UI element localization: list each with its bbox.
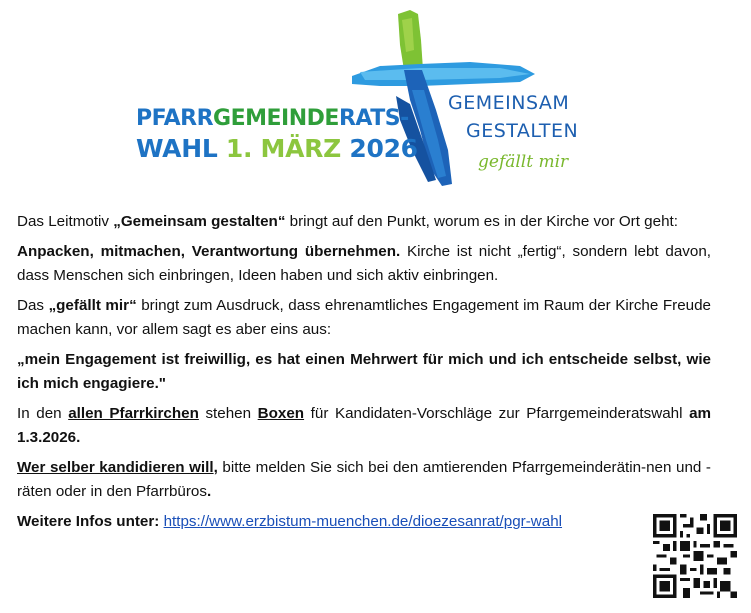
bold-date: am 1.3.2026. <box>17 405 712 446</box>
logo <box>0 0 751 200</box>
bold-quote: „mein Engagement ist freiwillig, es hat einen Mehrwert für mich und ich entscheide selbst, wie ich mich engagiere." <box>17 351 711 392</box>
motto-gemeinsam: GEMEINSAM <box>448 92 570 114</box>
motto-gefaellt-mir: gefällt mir <box>478 152 569 172</box>
text: für Kandidaten-Vorschläge zur Pfarrgemeinderatswahl <box>304 405 690 422</box>
paragraph-boxen <box>17 402 711 450</box>
underlined-kandidieren: Wer selber kandidieren will <box>17 459 214 476</box>
text: . <box>206 483 212 500</box>
article-body <box>17 210 711 540</box>
cross-icon <box>0 0 751 200</box>
text: stehen <box>198 405 258 422</box>
text: In den <box>17 405 69 422</box>
paragraph-leitmotiv <box>17 210 711 234</box>
text: Das Leitmotiv <box>17 213 114 230</box>
wordmark-wahl: WAHL <box>136 134 226 163</box>
wordmark-gemeinde: GEMEINDE <box>213 106 339 131</box>
text: , <box>213 459 218 476</box>
quote-gemeinsam-gestalten: „Gemeinsam gestalten“ <box>113 213 286 230</box>
quote-gefaellt-mir: „gefällt mir“ <box>48 297 137 314</box>
underlined-boxen: Boxen <box>257 405 305 422</box>
text: bitte melden Sie sich bei den amtierenden Pfarrgemeinderätin-nen und -räten oder in den Pfarrbüros <box>17 459 711 500</box>
paragraph-anpacken <box>17 240 711 288</box>
pgr-wordmark <box>136 108 418 161</box>
text: bringt zum Ausdruck, dass ehrenamtliches Engagement im Raum der Kirche Freude machen kann, vor allem sagt es aber eins aus: <box>17 297 711 338</box>
paragraph-infos <box>17 510 637 534</box>
paragraph-kandidieren <box>17 456 711 504</box>
qr-code-icon[interactable] <box>653 514 737 598</box>
bold-anpacken: Anpacken, mitmachen, Verantwortung übernehmen. <box>17 243 401 260</box>
motto-gestalten: GESTALTEN <box>466 120 579 142</box>
text: Das <box>17 297 49 314</box>
motto-wordmark <box>448 92 578 172</box>
text: Kirche ist nicht „fertig“, sondern lebt davon, dass Menschen sich einbringen, Ideen haben und sich aktiv einbringen. <box>17 243 711 284</box>
paragraph-gefaellt-mir <box>17 294 711 342</box>
wordmark-rats: RATS- <box>338 106 409 131</box>
underlined-pfarrkirchen: allen Pfarrkirchen <box>68 405 199 422</box>
paragraph-quote <box>17 348 711 396</box>
wordmark-date: 1. MÄRZ <box>225 134 350 163</box>
info-link[interactable]: https://www.erzbistum-muenchen.de/dioezesanrat/pgr-wahl <box>163 513 563 530</box>
infos-label: Weitere Infos unter: <box>17 513 160 530</box>
wordmark-pfarr: PFARR <box>136 106 214 131</box>
wordmark-year: 2026 <box>349 134 418 163</box>
text: bringt auf den Punkt, worum es in der Kirche vor Ort geht: <box>285 213 678 230</box>
